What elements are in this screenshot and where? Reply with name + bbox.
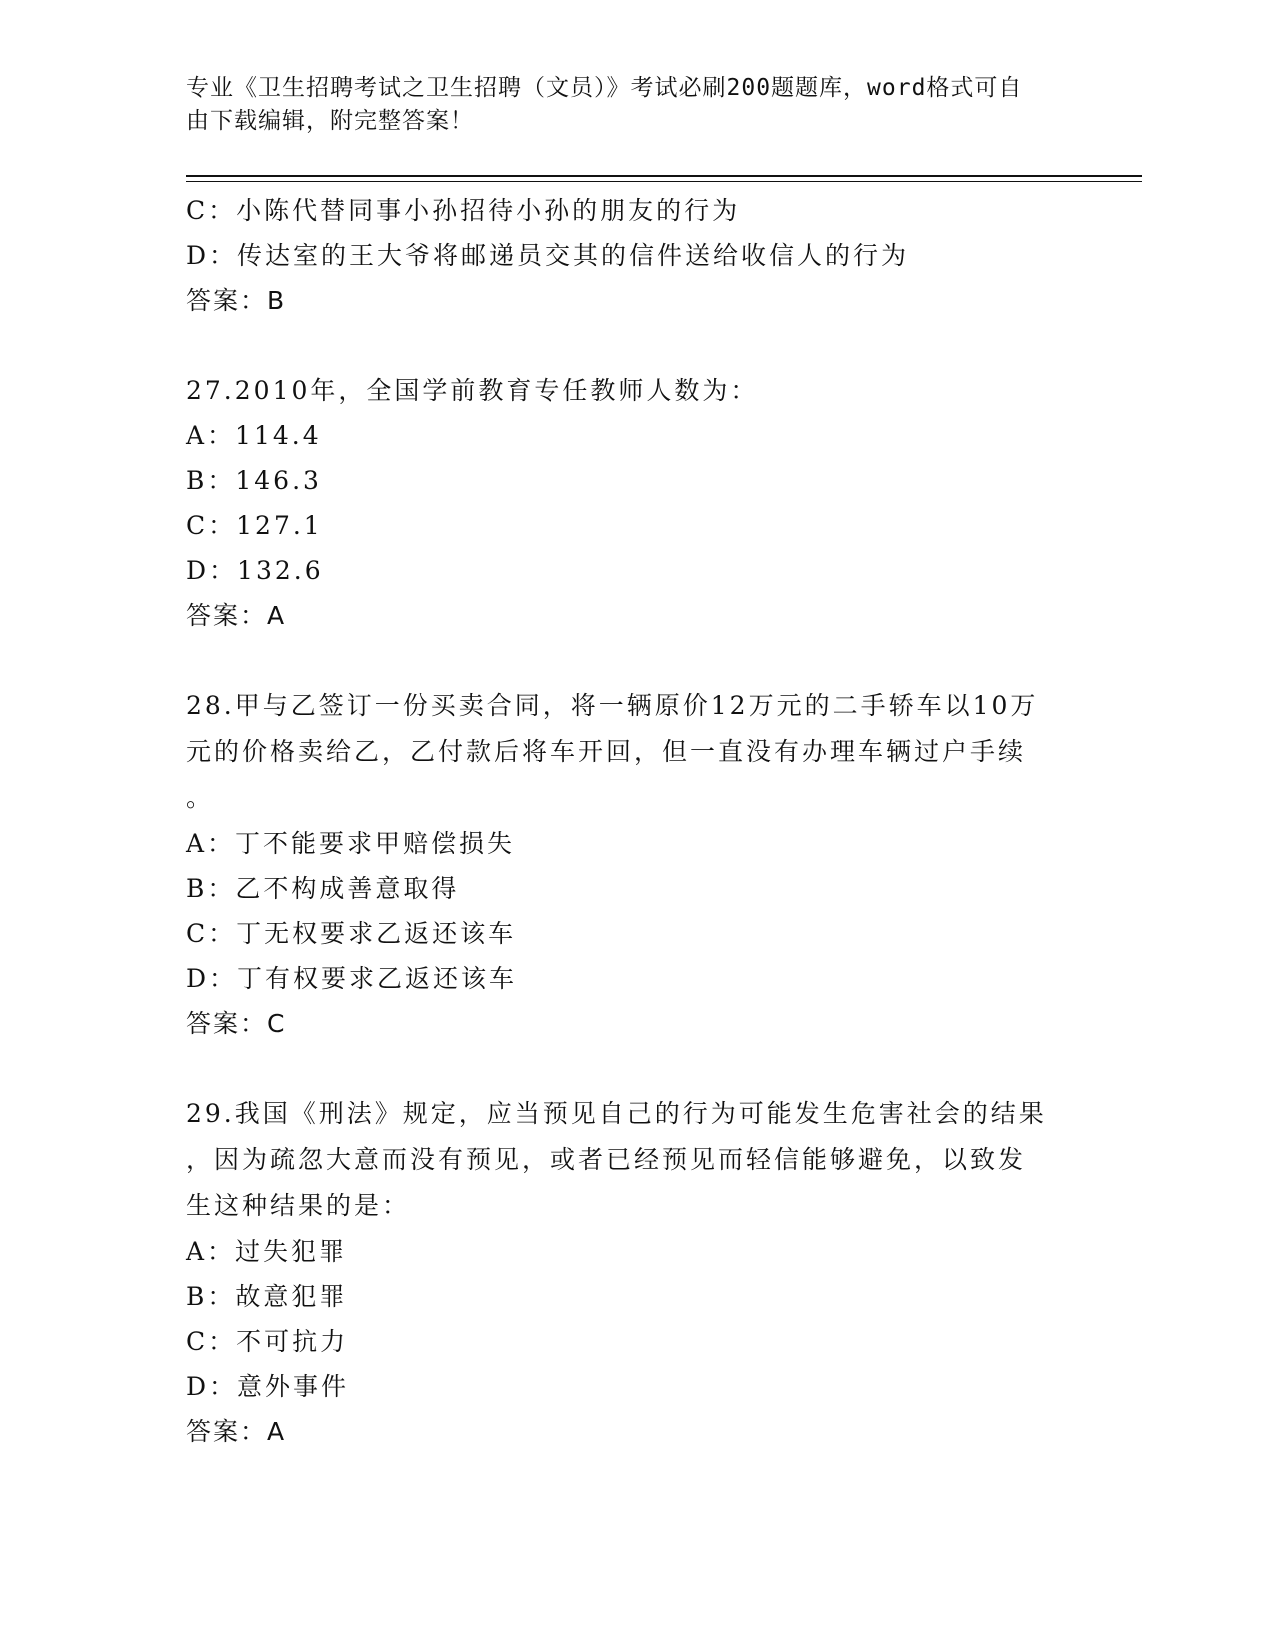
previous-question-tail: [186, 188, 1066, 323]
option-d: D：丁有权要求乙返还该车: [186, 964, 518, 993]
question-spacer: [186, 323, 1066, 368]
option-a: A：丁不能要求甲赔偿损失: [186, 829, 516, 858]
question-stem-line-1: 29.我国《刑法》规定，应当预见自己的行为可能发生危害社会的结果: [186, 1099, 1047, 1128]
answer-line: 答案：C: [186, 1009, 287, 1038]
question-spacer: [186, 1046, 1066, 1091]
header-divider-thin: [186, 181, 1142, 182]
question-stem-line-3: 生这种结果的是：: [186, 1191, 411, 1220]
option-b: B：乙不构成善意取得: [186, 874, 460, 903]
option-d: D：意外事件: [186, 1372, 350, 1401]
option-b: B：故意犯罪: [186, 1282, 348, 1311]
option-a: A：114.4: [186, 421, 322, 450]
option-c: C：丁无权要求乙返还该车: [186, 919, 517, 948]
question-stem-line-2: ，因为疏忽大意而没有预见，或者已经预见而轻信能够避免，以致发: [186, 1145, 1027, 1174]
option-a: A：过失犯罪: [186, 1237, 348, 1266]
header-line-1: 专业《卫生招聘考试之卫生招聘（文员）》考试必刷200题题库，word格式可自: [186, 75, 1023, 101]
question-stem-line-3: 。: [186, 783, 215, 812]
option-b: B：146.3: [186, 466, 322, 495]
answer-line: 答案：B: [186, 286, 287, 315]
option-c: C：不可抗力: [186, 1327, 349, 1356]
question-stem-line-1: 28.甲与乙签订一份买卖合同，将一辆原价12万元的二手轿车以10万: [186, 691, 1039, 720]
option-d: D：传达室的王大爷将邮递员交其的信件送给收信人的行为: [186, 241, 910, 270]
question-29: [186, 1091, 1066, 1454]
option-d: D：132.6: [186, 556, 324, 585]
question-27: [186, 368, 1066, 638]
question-spacer: [186, 638, 1066, 683]
header-line-2: 由下载编辑，附完整答案！: [186, 108, 474, 134]
option-c: C：小陈代替同事小孙招待小孙的朋友的行为: [186, 196, 741, 225]
question-stem: 27.2010年，全国学前教育专任教师人数为：: [186, 376, 759, 405]
answer-line: 答案：A: [186, 601, 287, 630]
answer-line: 答案：A: [186, 1417, 287, 1446]
question-28: [186, 683, 1066, 1046]
option-c: C：127.1: [186, 511, 323, 540]
document-header: [186, 72, 1066, 138]
question-content: [186, 188, 1066, 1454]
header-divider-thick: [186, 175, 1142, 177]
question-stem-line-2: 元的价格卖给乙，乙付款后将车开回，但一直没有办理车辆过户手续: [186, 737, 1027, 766]
